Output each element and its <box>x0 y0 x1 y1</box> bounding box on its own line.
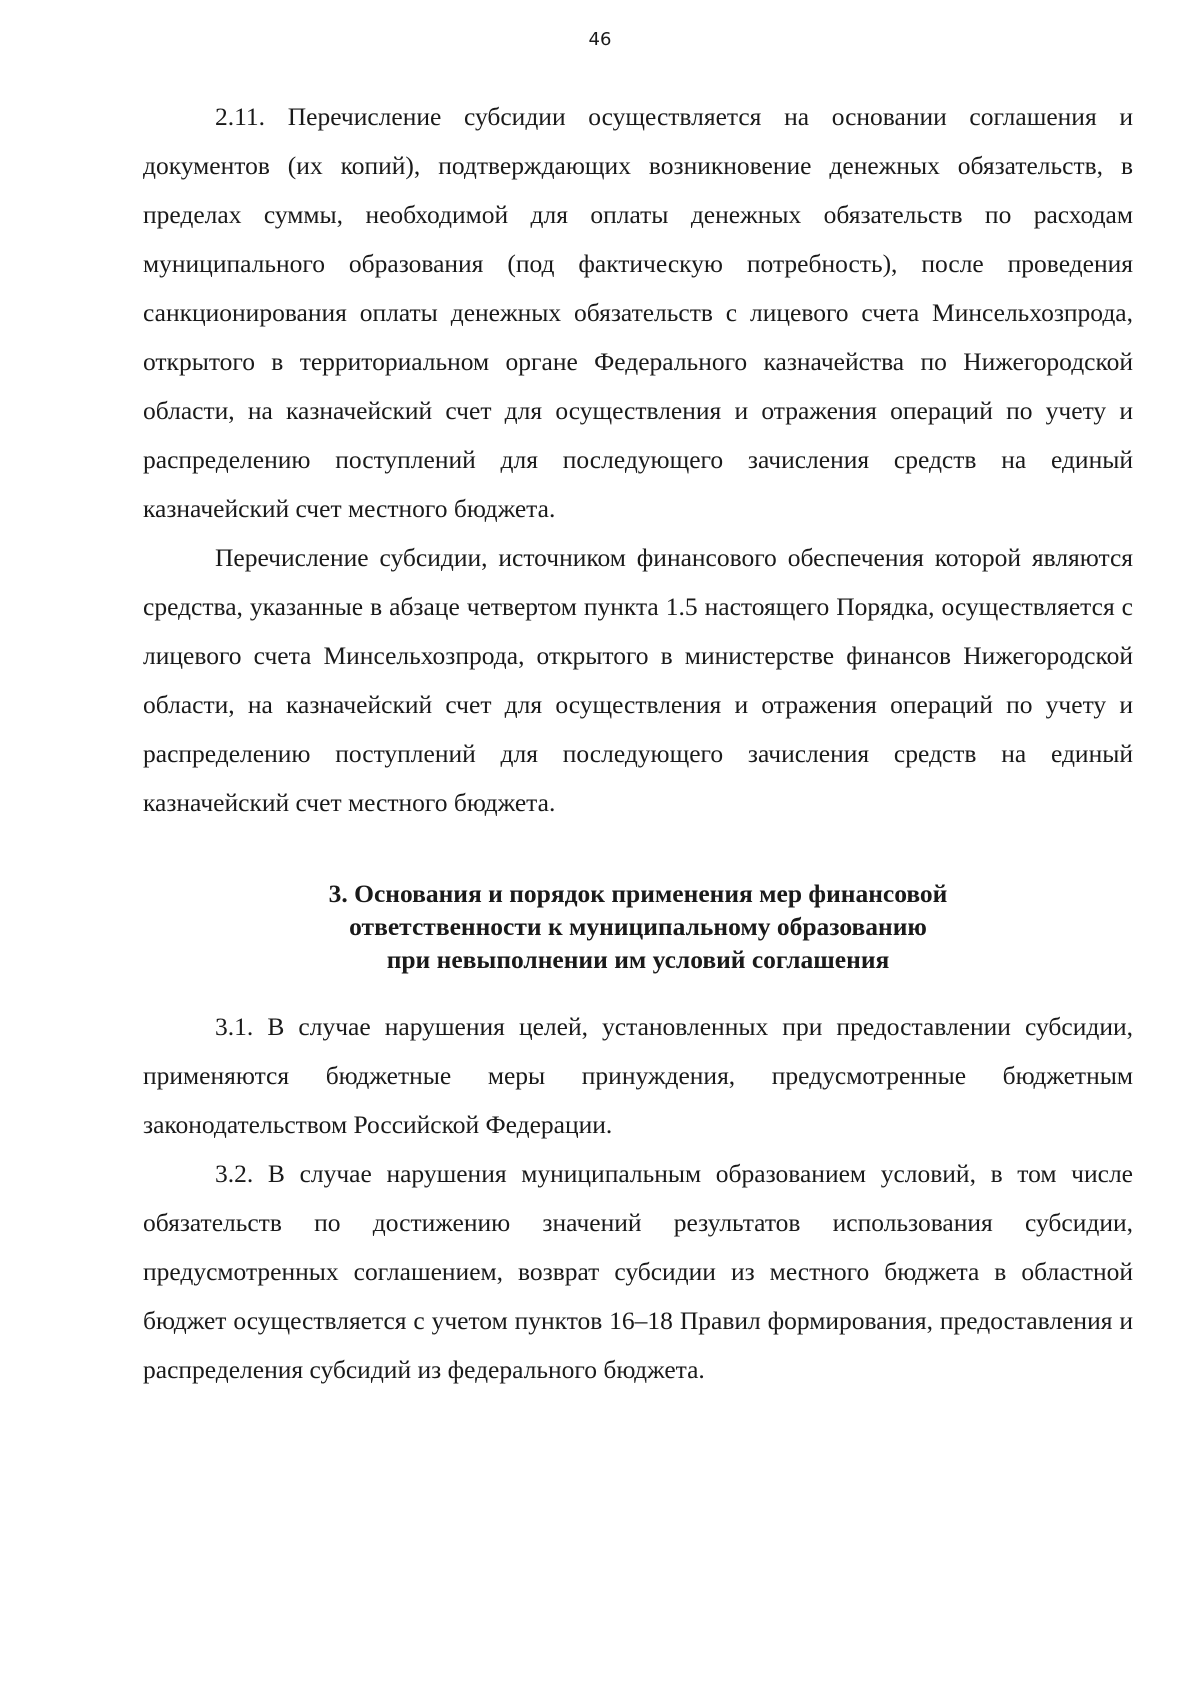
page-number: 46 <box>588 29 612 50</box>
section-heading-line-3: при невыполнении им условий соглашения <box>386 945 890 974</box>
paragraph-3-2: 3.2. В случае нарушения муниципальным образованием условий, в том числе обязательств по достижению значений результатов использования субсидии, предусмотренных соглашением, возврат субсидии из местного бюджета в областной бюджет осуществляется с учетом пунктов 16–18 Правил формирования, предоставления и распределения субсидий из федерального бюджета. <box>143 1159 1133 1384</box>
document-body <box>143 92 1133 1394</box>
paragraph-transfer-source: Перечисление субсидии, источником финансового обеспечения которой являются средства, указанные в абзаце четвертом пункта 1.5 настоящего Порядка, осуществляется с лицевого счета Минсельхозпрода, открытого в министерстве финансов Нижегородской области, на казначейский счет для осуществления и отражения операций по учету и распределению поступлений для последующего зачисления средств на единый казначейский счет местного бюджета. <box>143 543 1133 817</box>
section-heading-line-2: ответственности к муниципальному образованию <box>349 912 927 941</box>
section-heading-line-1: 3. Основания и порядок применения мер финансовой <box>328 879 948 908</box>
paragraph-2-11: 2.11. Перечисление субсидии осуществляется на основании соглашения и документов (их копий), подтверждающих возникновение денежных обязательств, в пределах суммы, необходимой для оплаты денежных обязательств по расходам муниципального образования (под фактическую потребность), после проведения санкционирования оплаты денежных обязательств с лицевого счета Минсельхозпрода, открытого в территориальном органе Федерального казначейства по Нижегородской области, на казначейский счет для осуществления и отражения операций по учету и распределению поступлений для последующего зачисления средств на единый казначейский счет местного бюджета. <box>143 102 1133 523</box>
paragraph-3-1: 3.1. В случае нарушения целей, установленных при предоставлении субсидии, применяются бюджетные меры принуждения, предусмотренные бюджетным законодательством Российской Федерации. <box>143 1012 1133 1139</box>
section-heading-3 <box>143 877 1133 976</box>
